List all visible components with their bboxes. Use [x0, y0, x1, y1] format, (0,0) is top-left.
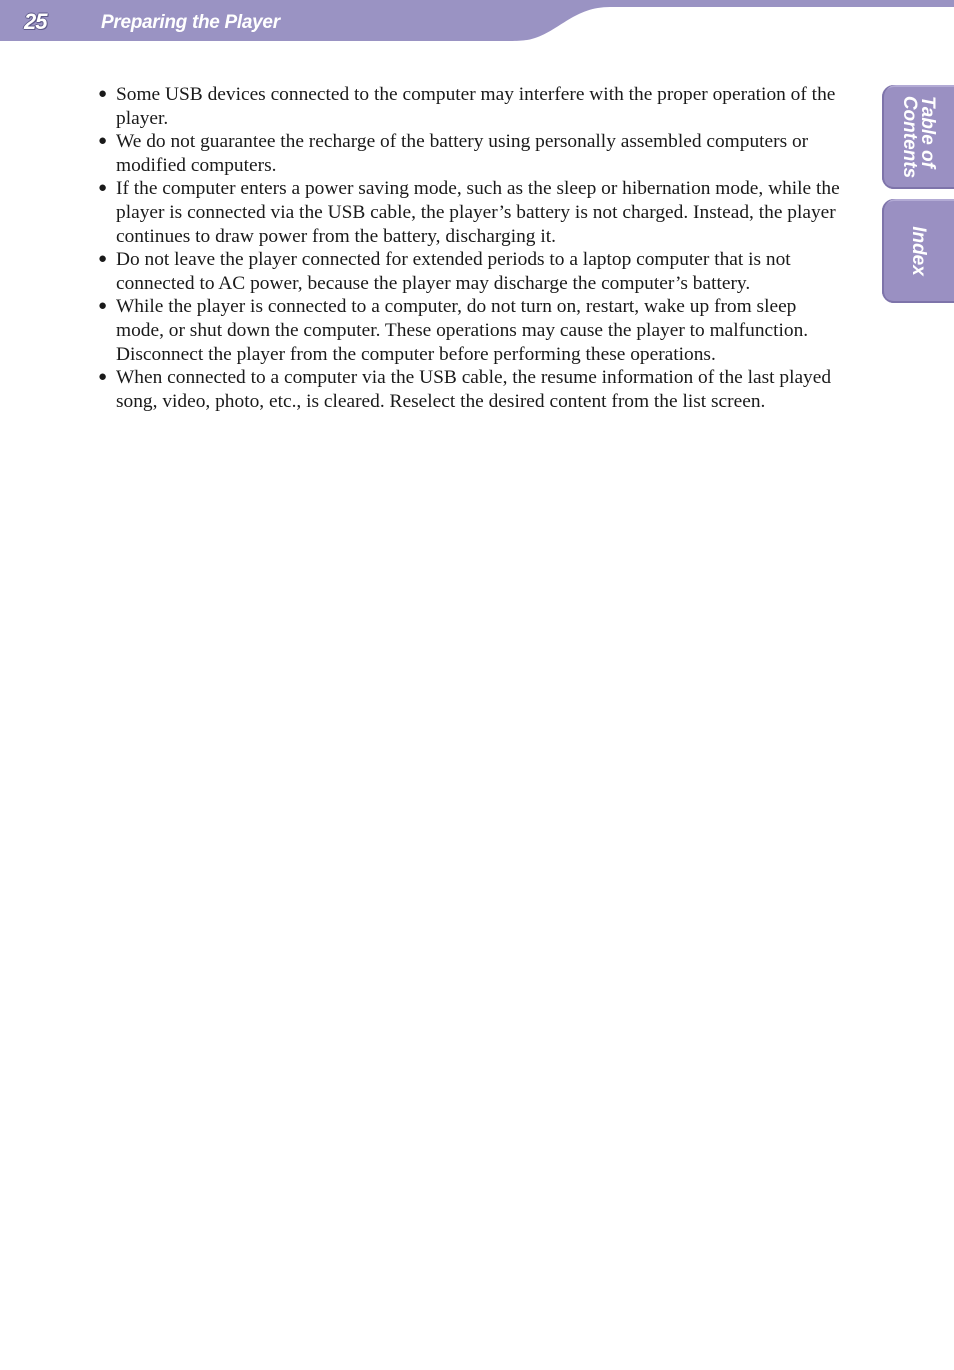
- page-header: [0, 0, 954, 44]
- table-of-contents-tab-label: Table of Contents: [899, 95, 938, 179]
- table-of-contents-tab[interactable]: [882, 85, 954, 189]
- list-item: [98, 130, 843, 177]
- bullet-icon: ●: [98, 180, 108, 197]
- bullet-icon: ●: [98, 86, 108, 102]
- bullet-icon: ●: [98, 133, 108, 150]
- list-item-text: We do not guarantee the recharge of the battery using personally assembled computers or modified computers.: [116, 131, 809, 176]
- list-item: [98, 177, 843, 248]
- list-item-text: While the player is connected to a computer, do not turn on, restart, wake up from sleep mode, or shut down the computer. These operations may cause the player to malfunction. Disconnect the player from the computer before performing these operations.: [116, 296, 809, 365]
- list-item-text: When connected to a computer via the USB cable, the resume information of the last played song, video, photo, etc., is cleared. Reselect the desired content from the list screen.: [116, 367, 832, 412]
- list-item: [98, 366, 843, 413]
- index-tab[interactable]: [882, 199, 954, 303]
- bullet-icon: ●: [98, 251, 108, 268]
- list-item: [98, 248, 843, 295]
- section-title: Preparing the Player: [101, 12, 280, 33]
- bullet-icon: ●: [98, 298, 108, 315]
- notes-list: [98, 83, 843, 413]
- page-number: 25: [24, 9, 47, 34]
- list-item-text: Some USB devices connected to the computer may interfere with the proper operation of the player.: [116, 84, 836, 129]
- list-item-text: If the computer enters a power saving mode, such as the sleep or hibernation mode, while the player is connected via the USB cable, the player’s battery is not charged. Instead, the player continues to draw power from the battery, discharging it.: [116, 178, 840, 247]
- list-item-text: Do not leave the player connected for extended periods to a laptop computer that is not connected to AC power, because the player may discharge the computer’s battery.: [116, 249, 791, 294]
- list-item: [98, 295, 843, 366]
- list-item: [98, 83, 843, 130]
- index-tab-label: Index: [908, 226, 929, 276]
- bullet-icon: ●: [98, 369, 108, 386]
